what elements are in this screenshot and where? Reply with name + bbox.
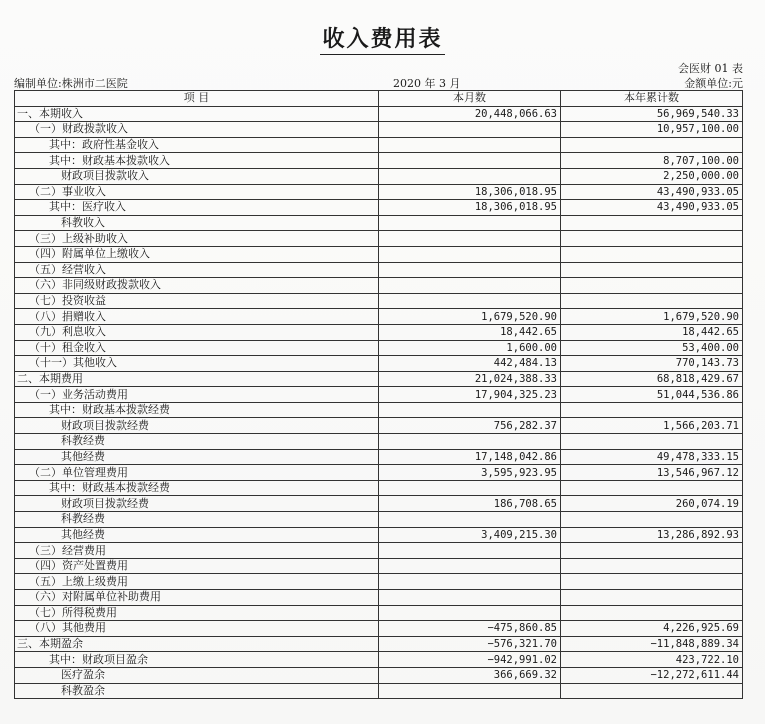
row-item-label: 其中：医疗收入 <box>15 200 379 216</box>
table-row <box>15 324 743 340</box>
row-item-label: 科教经费 <box>15 512 379 528</box>
table-row <box>15 184 743 200</box>
row-month-amount: 366,669.32 <box>379 667 561 683</box>
table-row <box>15 200 743 216</box>
row-ytd-amount: 43,490,933.05 <box>561 200 743 216</box>
row-item-label: 其中：财政基本拨款经费 <box>15 402 379 418</box>
column-header-ytd: 本年累计数 <box>561 91 743 107</box>
table-row <box>15 543 743 559</box>
row-month-amount: −475,860.85 <box>379 621 561 637</box>
table-row <box>15 621 743 637</box>
row-month-amount: 3,409,215.30 <box>379 527 561 543</box>
row-month-amount <box>379 215 561 231</box>
row-month-amount <box>379 558 561 574</box>
table-row <box>15 480 743 496</box>
row-ytd-amount: 8,707,100.00 <box>561 153 743 169</box>
row-item-label: 三、本期盈余 <box>15 636 379 652</box>
row-month-amount <box>379 402 561 418</box>
table-body <box>15 106 743 699</box>
row-ytd-amount <box>561 558 743 574</box>
row-ytd-amount: 2,250,000.00 <box>561 168 743 184</box>
row-month-amount <box>379 262 561 278</box>
row-ytd-amount: 68,818,429.67 <box>561 371 743 387</box>
row-item-label: 其中：财政基本拨款收入 <box>15 153 379 169</box>
table-row <box>15 558 743 574</box>
currency-unit: 金额单位:元 <box>684 77 743 90</box>
row-month-amount: 442,484.13 <box>379 356 561 372</box>
row-month-amount <box>379 168 561 184</box>
row-month-amount <box>379 293 561 309</box>
row-ytd-amount <box>561 543 743 559</box>
row-item-label: （六）非同级财政拨款收入 <box>15 278 379 294</box>
row-item-label: 财政项目拨款经费 <box>15 496 379 512</box>
row-item-label: 二、本期费用 <box>15 371 379 387</box>
column-header-item: 项 目 <box>15 91 379 107</box>
row-ytd-amount <box>561 605 743 621</box>
row-month-amount <box>379 434 561 450</box>
row-ytd-amount: 423,722.10 <box>561 652 743 668</box>
row-month-amount: 1,600.00 <box>379 340 561 356</box>
row-item-label: （十）租金收入 <box>15 340 379 356</box>
row-month-amount: 20,448,066.63 <box>379 106 561 122</box>
row-item-label: 科教经费 <box>15 434 379 450</box>
row-item-label: （八）其他费用 <box>15 621 379 637</box>
row-month-amount: −942,991.02 <box>379 652 561 668</box>
row-ytd-amount: 43,490,933.05 <box>561 184 743 200</box>
row-item-label: （二）事业收入 <box>15 184 379 200</box>
row-ytd-amount <box>561 402 743 418</box>
row-month-amount: 186,708.65 <box>379 496 561 512</box>
row-ytd-amount: 49,478,333.15 <box>561 449 743 465</box>
table-row <box>15 402 743 418</box>
row-item-label: （一）财政拨款收入 <box>15 122 379 138</box>
row-ytd-amount: 770,143.73 <box>561 356 743 372</box>
row-month-amount <box>379 512 561 528</box>
table-row <box>15 512 743 528</box>
row-month-amount <box>379 231 561 247</box>
table-row <box>15 278 743 294</box>
row-item-label: 其中：政府性基金收入 <box>15 137 379 153</box>
table-row <box>15 605 743 621</box>
row-ytd-amount <box>561 246 743 262</box>
table-row <box>15 667 743 683</box>
table-row <box>15 122 743 138</box>
row-item-label: （四）资产处置费用 <box>15 558 379 574</box>
row-month-amount: 1,679,520.90 <box>379 309 561 325</box>
row-month-amount <box>379 605 561 621</box>
row-month-amount: 18,442.65 <box>379 324 561 340</box>
table-row <box>15 293 743 309</box>
row-month-amount <box>379 543 561 559</box>
row-ytd-amount: −12,272,611.44 <box>561 667 743 683</box>
row-month-amount <box>379 246 561 262</box>
row-ytd-amount <box>561 480 743 496</box>
row-item-label: （十一）其他收入 <box>15 356 379 372</box>
table-row <box>15 137 743 153</box>
row-item-label: 其他经费 <box>15 527 379 543</box>
row-ytd-amount: 10,957,100.00 <box>561 122 743 138</box>
row-ytd-amount: 13,286,892.93 <box>561 527 743 543</box>
row-item-label: 财政项目拨款经费 <box>15 418 379 434</box>
table-row <box>15 496 743 512</box>
row-month-amount <box>379 683 561 699</box>
table-row <box>15 153 743 169</box>
row-item-label: （五）上缴上级费用 <box>15 574 379 590</box>
row-ytd-amount: −11,848,889.34 <box>561 636 743 652</box>
row-ytd-amount <box>561 231 743 247</box>
row-month-amount: 756,282.37 <box>379 418 561 434</box>
row-month-amount: 3,595,923.95 <box>379 465 561 481</box>
row-ytd-amount: 1,679,520.90 <box>561 309 743 325</box>
column-header-month: 本月数 <box>379 91 561 107</box>
table-row <box>15 434 743 450</box>
table-row <box>15 590 743 606</box>
row-month-amount: 21,024,388.33 <box>379 371 561 387</box>
row-month-amount <box>379 137 561 153</box>
table-row <box>15 371 743 387</box>
row-item-label: （三）上级补助收入 <box>15 231 379 247</box>
table-row <box>15 387 743 403</box>
table-row <box>15 683 743 699</box>
row-ytd-amount: 4,226,925.69 <box>561 621 743 637</box>
row-item-label: （三）经营费用 <box>15 543 379 559</box>
row-month-amount <box>379 153 561 169</box>
report-period: 2020 年 3 月 <box>393 77 461 90</box>
row-item-label: （五）经营收入 <box>15 262 379 278</box>
row-ytd-amount <box>561 434 743 450</box>
table-row <box>15 340 743 356</box>
table-row <box>15 246 743 262</box>
table-row <box>15 106 743 122</box>
row-month-amount <box>379 480 561 496</box>
row-ytd-amount: 56,969,540.33 <box>561 106 743 122</box>
row-ytd-amount: 13,546,967.12 <box>561 465 743 481</box>
row-ytd-amount <box>561 278 743 294</box>
table-header-row <box>15 91 743 107</box>
table-row <box>15 168 743 184</box>
income-expense-table <box>14 90 743 699</box>
table-row <box>15 215 743 231</box>
row-item-label: 医疗盈余 <box>15 667 379 683</box>
row-month-amount <box>379 278 561 294</box>
row-item-label: 科教收入 <box>15 215 379 231</box>
table-row <box>15 574 743 590</box>
table-row <box>15 465 743 481</box>
table-row <box>15 356 743 372</box>
row-item-label: （二）单位管理费用 <box>15 465 379 481</box>
row-item-label: （七）所得税费用 <box>15 605 379 621</box>
table-row <box>15 652 743 668</box>
row-month-amount: 17,148,042.86 <box>379 449 561 465</box>
row-ytd-amount <box>561 262 743 278</box>
row-month-amount: 17,904,325.23 <box>379 387 561 403</box>
row-item-label: 财政项目拨款收入 <box>15 168 379 184</box>
table-row <box>15 527 743 543</box>
row-month-amount: 18,306,018.95 <box>379 184 561 200</box>
row-ytd-amount <box>561 293 743 309</box>
row-item-label: （一）业务活动费用 <box>15 387 379 403</box>
row-ytd-amount <box>561 683 743 699</box>
row-month-amount: −576,321.70 <box>379 636 561 652</box>
row-month-amount <box>379 122 561 138</box>
row-month-amount <box>379 590 561 606</box>
row-ytd-amount: 1,566,203.71 <box>561 418 743 434</box>
row-ytd-amount: 18,442.65 <box>561 324 743 340</box>
reporting-unit: 编制单位:株洲市二医院 <box>14 77 128 90</box>
report-title: 收入费用表 <box>0 22 765 53</box>
table-row <box>15 309 743 325</box>
row-item-label: （六）对附属单位补助费用 <box>15 590 379 606</box>
row-ytd-amount <box>561 215 743 231</box>
row-item-label: （九）利息收入 <box>15 324 379 340</box>
table-row <box>15 636 743 652</box>
row-ytd-amount: 260,074.19 <box>561 496 743 512</box>
row-item-label: （八）捐赠收入 <box>15 309 379 325</box>
row-month-amount: 18,306,018.95 <box>379 200 561 216</box>
row-ytd-amount <box>561 137 743 153</box>
row-ytd-amount <box>561 574 743 590</box>
row-ytd-amount: 53,400.00 <box>561 340 743 356</box>
row-item-label: （七）投资收益 <box>15 293 379 309</box>
form-number: 会医财 01 表 <box>678 62 743 75</box>
table-row <box>15 449 743 465</box>
table-row <box>15 262 743 278</box>
row-item-label: 其中：财政基本拨款经费 <box>15 480 379 496</box>
row-item-label: 科教盈余 <box>15 683 379 699</box>
row-item-label: 其中：财政项目盈余 <box>15 652 379 668</box>
row-item-label: （四）附属单位上缴收入 <box>15 246 379 262</box>
row-ytd-amount: 51,044,536.86 <box>561 387 743 403</box>
row-ytd-amount <box>561 590 743 606</box>
row-ytd-amount <box>561 512 743 528</box>
row-month-amount <box>379 574 561 590</box>
table-row <box>15 418 743 434</box>
row-item-label: 其他经费 <box>15 449 379 465</box>
row-item-label: 一、本期收入 <box>15 106 379 122</box>
table-row <box>15 231 743 247</box>
